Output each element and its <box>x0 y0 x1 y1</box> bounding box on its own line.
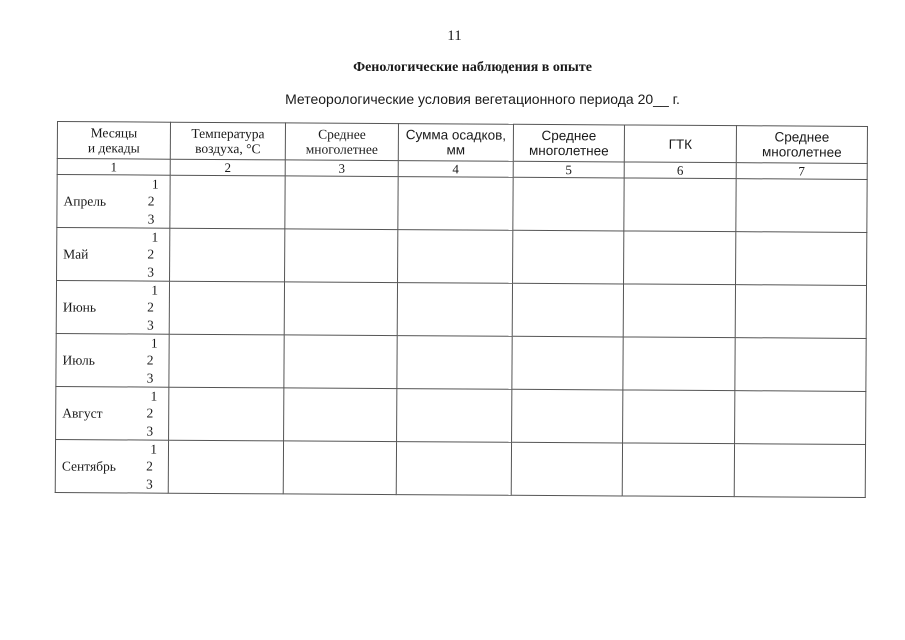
header-longterm-average-temperature: Среднее многолетнее <box>285 123 398 161</box>
decade-label: 3 <box>146 317 154 333</box>
decade-label: 3 <box>146 423 154 439</box>
longterm-average-gtk-cell[interactable] <box>735 285 866 339</box>
longterm-average-precipitation-cell[interactable] <box>512 283 623 337</box>
air-temperature-cell[interactable] <box>169 281 284 335</box>
decade-label: 1 <box>150 335 158 351</box>
longterm-average-temperature-cell[interactable] <box>285 229 398 283</box>
longterm-average-precipitation-cell[interactable] <box>512 336 623 390</box>
precipitation-sum-cell[interactable] <box>398 230 513 284</box>
longterm-average-precipitation-cell[interactable] <box>513 230 624 284</box>
decade-list <box>147 176 159 228</box>
decade-label: 2 <box>146 406 154 422</box>
decade-label: 3 <box>146 370 154 386</box>
decade-list <box>146 335 158 387</box>
decade-label: 2 <box>147 194 155 210</box>
month-name: Июнь <box>62 299 97 315</box>
table-caption: Метеорологические условия вегетационного периода 20__ г. <box>285 91 680 107</box>
month-row <box>57 228 867 286</box>
longterm-average-precipitation-cell[interactable] <box>512 389 623 443</box>
longterm-average-gtk-cell[interactable] <box>735 391 866 445</box>
month-name: Сентябрь <box>61 458 117 474</box>
month-decades-cell <box>55 439 168 493</box>
gtk-cell[interactable] <box>623 337 735 391</box>
precipitation-sum-cell[interactable] <box>396 442 511 496</box>
header-air-temperature: Температура воздуха, °С <box>170 122 285 160</box>
gtk-cell[interactable] <box>624 231 736 285</box>
air-temperature-cell[interactable] <box>170 175 285 229</box>
month-name: Апрель <box>63 193 107 209</box>
document-title: Фенологические наблюдения в опыте <box>353 60 592 75</box>
month-decades-cell <box>57 175 170 229</box>
month-row <box>56 281 866 339</box>
column-number: 5 <box>513 161 624 178</box>
month-row <box>56 333 866 391</box>
header-longterm-average-precipitation: Среднее многолетнее <box>513 124 624 162</box>
decade-label: 1 <box>151 176 159 192</box>
header-longterm-average-gtk: Среднее многолетнее <box>736 126 867 164</box>
gtk-cell[interactable] <box>623 284 735 338</box>
decade-list <box>146 282 159 334</box>
header-gtk: ГТК <box>624 125 736 163</box>
precipitation-sum-cell[interactable] <box>397 389 512 443</box>
longterm-average-temperature-cell[interactable] <box>284 388 397 442</box>
month-row <box>57 175 867 233</box>
longterm-average-gtk-cell[interactable] <box>735 338 866 392</box>
longterm-average-temperature-cell[interactable] <box>284 335 397 389</box>
longterm-average-temperature-cell[interactable] <box>284 282 397 336</box>
air-temperature-cell[interactable] <box>168 440 283 494</box>
decade-list <box>146 388 158 440</box>
month-rows <box>55 175 867 498</box>
decade-label: 2 <box>146 353 154 369</box>
month-decades-cell <box>57 228 170 282</box>
longterm-average-gtk-cell[interactable] <box>734 444 865 498</box>
air-temperature-cell[interactable] <box>170 228 285 282</box>
gtk-cell[interactable] <box>624 178 736 232</box>
observations-table <box>55 121 868 498</box>
decade-list <box>147 229 159 281</box>
month-decades-cell <box>56 333 169 387</box>
month-name: Июль <box>62 352 95 368</box>
column-number: 1 <box>57 159 170 176</box>
precipitation-sum-cell[interactable] <box>397 283 512 337</box>
air-temperature-cell[interactable] <box>169 387 284 441</box>
decade-label: 3 <box>147 211 155 227</box>
column-number: 2 <box>170 159 285 176</box>
observations-table-wrapper <box>55 121 868 498</box>
decade-label: 3 <box>145 476 153 492</box>
month-name: Май <box>63 246 89 262</box>
header-precipitation-sum: Сумма осадков, мм <box>398 124 513 162</box>
decade-label: 2 <box>146 459 153 475</box>
gtk-cell[interactable] <box>622 443 734 497</box>
month-name: Август <box>62 405 103 421</box>
decade-label: 1 <box>151 229 159 245</box>
column-number: 4 <box>398 161 513 178</box>
longterm-average-temperature-cell[interactable] <box>283 441 396 495</box>
column-number: 3 <box>285 160 398 177</box>
month-decades-cell <box>56 386 169 440</box>
gtk-cell[interactable] <box>623 390 735 444</box>
decade-label: 1 <box>150 441 158 457</box>
air-temperature-cell[interactable] <box>169 334 284 388</box>
decade-label: 3 <box>147 264 155 280</box>
precipitation-sum-cell[interactable] <box>398 177 513 231</box>
decade-list <box>145 441 158 493</box>
header-months-decades: Месяцы и декады <box>57 122 170 160</box>
month-decades-cell <box>56 281 169 335</box>
longterm-average-temperature-cell[interactable] <box>285 176 398 230</box>
longterm-average-gtk-cell[interactable] <box>736 179 867 233</box>
column-number: 7 <box>736 163 867 180</box>
column-number: 6 <box>624 162 736 179</box>
page-number: 11 <box>447 28 462 44</box>
month-row <box>56 386 866 444</box>
decade-label: 1 <box>151 282 159 298</box>
decade-label: 2 <box>147 247 155 263</box>
decade-label: 1 <box>150 388 158 404</box>
decade-label: 2 <box>147 300 154 316</box>
month-row <box>55 439 865 497</box>
precipitation-sum-cell[interactable] <box>397 336 512 390</box>
longterm-average-gtk-cell[interactable] <box>736 232 867 286</box>
header-row <box>57 122 867 164</box>
longterm-average-precipitation-cell[interactable] <box>511 442 622 496</box>
longterm-average-precipitation-cell[interactable] <box>513 177 624 231</box>
